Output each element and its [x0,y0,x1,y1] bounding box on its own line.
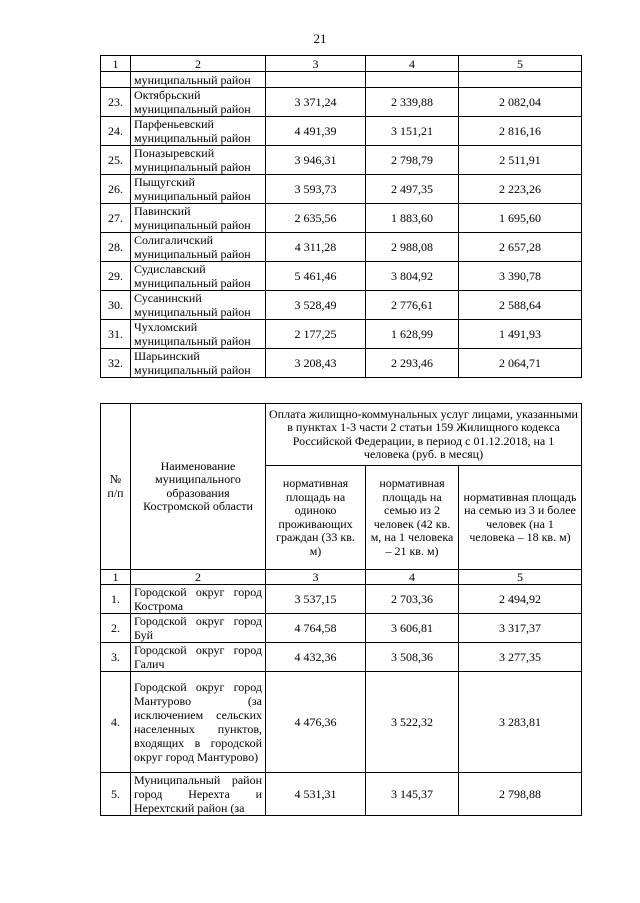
header-sub-single: нормативная площадь на одиноко проживающих граждан (33 кв. м) [266,466,366,570]
col-number: 2 [131,56,266,72]
table-row [101,175,582,204]
col-number: 1 [101,56,131,72]
amount-family-two: 3 804,92 [366,262,459,291]
amount-family-three: 2 816,16 [459,117,582,146]
amount-family-three: 2 494,92 [459,585,582,614]
continuation-row [101,72,582,88]
municipality-name: Городской округ город Мантурово (за исключением сельских населенных пунктов, входящих в городской округ город Мантурово) [131,672,266,773]
amount-family-three: 2 223,26 [459,175,582,204]
amount-family-two: 2 798,79 [366,146,459,175]
allowance-table-continued [100,55,582,378]
amount-family-three: 2 511,91 [459,146,582,175]
amount-family-three: 2 082,04 [459,88,582,117]
table-row [101,349,582,378]
municipality-name: Шарьинский муниципальный район [131,349,266,378]
row-number: 27. [101,204,131,233]
amount-single: 2 177,25 [266,320,366,349]
table-row [101,233,582,262]
row-number: 28. [101,233,131,262]
amount-single: 3 593,73 [266,175,366,204]
header-sub-family-two: нормативная площадь на семью из 2 человек (42 кв. м, на 1 человека – 21 кв. м) [366,466,459,570]
page-number: 21 [313,31,327,46]
amount-family-two: 2 293,46 [366,349,459,378]
col-number: 3 [266,570,366,585]
row-number: 32. [101,349,131,378]
municipality-name: Октябрьский муниципальный район [131,88,266,117]
amount-family-two: 3 522,32 [366,672,459,773]
column-number-row [101,56,582,72]
amount-family-three: 2 798,88 [459,773,582,816]
col-number: 4 [366,570,459,585]
amount-family-two: 2 988,08 [366,233,459,262]
amount-family-two: 2 703,36 [366,585,459,614]
amount-family-two: 1 628,99 [366,320,459,349]
amount-single: 4 491,39 [266,117,366,146]
amount-single: 5 461,46 [266,262,366,291]
municipality-name: Павинский муниципальный район [131,204,266,233]
amount-single: 3 528,49 [266,291,366,320]
col-number: 5 [459,56,582,72]
amount-single: 4 432,36 [266,643,366,672]
municipality-name: Чухломский муниципальный район [131,320,266,349]
amount-family-two: 2 339,88 [366,88,459,117]
table-row [101,262,582,291]
table-row [101,614,582,643]
amount-family-three: 2 588,64 [459,291,582,320]
amount-single: 3 208,43 [266,349,366,378]
table-row [101,773,582,816]
municipality-name: Городской округ город Буй [131,614,266,643]
municipality-name: Муниципальный район город Нерехта и Нерехтский район (за [131,773,266,816]
table-row [101,672,582,773]
amount-family-three: 1 695,60 [459,204,582,233]
amount-family-three: 3 390,78 [459,262,582,291]
continuation-text: муниципальный район [131,72,266,88]
amount-family-three: 2 064,71 [459,349,582,378]
row-number: 25. [101,146,131,175]
amount-single: 4 764,58 [266,614,366,643]
row-number: 1. [101,585,131,614]
col-number: 3 [266,56,366,72]
municipality-name: Пыщугский муниципальный район [131,175,266,204]
header-number: № п/п [101,404,131,570]
col-number: 1 [101,570,131,585]
table-row [101,117,582,146]
col-number: 4 [366,56,459,72]
amount-family-two: 1 883,60 [366,204,459,233]
amount-family-three: 1 491,93 [459,320,582,349]
table-row [101,320,582,349]
row-number: 4. [101,672,131,773]
row-number: 26. [101,175,131,204]
header-sub-family-three: нормативная площадь на семью из 3 и более человек (на 1 человека – 18 кв. м) [459,466,582,570]
col-number: 2 [131,570,266,585]
municipality-name: Судиславский муниципальный район [131,262,266,291]
amount-family-three: 3 283,81 [459,672,582,773]
municipality-name: Поназыревский муниципальный район [131,146,266,175]
amount-family-three: 3 317,37 [459,614,582,643]
row-number: 24. [101,117,131,146]
amount-single: 3 537,15 [266,585,366,614]
municipality-name: Сусанинский муниципальный район [131,291,266,320]
row-number: 31. [101,320,131,349]
row-number: 3. [101,643,131,672]
amount-family-two: 3 606,81 [366,614,459,643]
municipality-name: Парфеньевский муниципальный район [131,117,266,146]
row-number: 5. [101,773,131,816]
amount-single: 4 476,36 [266,672,366,773]
amount-family-two: 3 508,36 [366,643,459,672]
municipality-name: Солигаличский муниципальный район [131,233,266,262]
amount-single: 4 311,28 [266,233,366,262]
table-row [101,88,582,117]
header-name: Наименование муниципального образования Костромской области [131,404,266,570]
row-number: 23. [101,88,131,117]
header-group: Оплата жилищно-коммунальных услуг лицами, указанными в пунктах 1-3 части 2 статьи 159 Жилищного кодекса Российской Федерации, в период с 01.12.2018, на 1 человека (руб. в месяц) [266,404,582,466]
amount-single: 3 946,31 [266,146,366,175]
table-row [101,291,582,320]
amount-single: 4 531,31 [266,773,366,816]
col-number: 5 [459,570,582,585]
row-number: 30. [101,291,131,320]
amount-family-two: 2 776,61 [366,291,459,320]
amount-family-two: 3 145,37 [366,773,459,816]
amount-family-two: 2 497,35 [366,175,459,204]
amount-single: 3 371,24 [266,88,366,117]
amount-family-three: 3 277,35 [459,643,582,672]
municipality-name: Городской округ город Кострома [131,585,266,614]
row-number: 29. [101,262,131,291]
amount-family-three: 2 657,28 [459,233,582,262]
column-number-row [101,570,582,585]
amount-family-two: 3 151,21 [366,117,459,146]
amount-single: 2 635,56 [266,204,366,233]
allowance-table [100,403,582,816]
table-row [101,204,582,233]
row-number: 2. [101,614,131,643]
table-row [101,146,582,175]
table-row [101,585,582,614]
table-row [101,643,582,672]
municipality-name: Городской округ город Галич [131,643,266,672]
